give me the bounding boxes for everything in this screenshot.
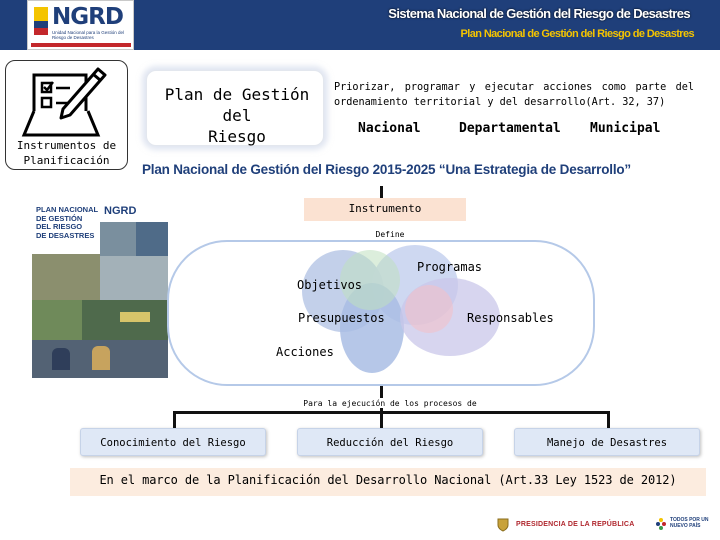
cover-title-line-1: PLAN NACIONAL xyxy=(36,205,99,214)
logo-text: NGRD xyxy=(52,4,123,30)
venn-programas: Programas xyxy=(417,260,483,274)
level-nacional: Nacional xyxy=(358,121,421,136)
header-subtitle: Plan Nacional de Gestión del Riesgo de Desastres xyxy=(460,28,694,40)
caption-line-2: Planificación xyxy=(23,154,110,167)
connector-line xyxy=(380,408,383,428)
venn-responsables: Responsables xyxy=(467,311,554,325)
connector-line xyxy=(380,386,383,398)
todos-label: TODOS POR UN NUEVO PAÍS xyxy=(670,517,709,529)
connector-line xyxy=(380,186,383,198)
cover-person-1 xyxy=(52,348,70,370)
cover-person-2 xyxy=(92,346,110,370)
define-label: Define xyxy=(375,230,405,239)
todos-logo-icon xyxy=(655,517,667,533)
instrument-label: Instrumento xyxy=(348,202,422,215)
logo-subtitle: Unidad Nacional para la Gestión del Riesgo de Desastres xyxy=(52,30,125,40)
venn-presupuestos: Presupuestos xyxy=(298,311,385,325)
cover-title xyxy=(36,206,98,240)
cover-photo-3 xyxy=(32,254,100,300)
logo-strip xyxy=(31,43,131,47)
plan-title xyxy=(146,84,328,147)
process-manejo: Manejo de Desastres xyxy=(514,428,700,456)
cover-title-line-4: DE DESASTRES xyxy=(36,230,95,240)
cover-photo-4 xyxy=(100,256,168,300)
cover-photo-2 xyxy=(136,222,168,256)
process-reduccion: Reducción del Riesgo xyxy=(297,428,483,456)
cover-logo: NGRD xyxy=(104,205,137,217)
cover-photo-1 xyxy=(100,222,136,256)
process-bracket-line xyxy=(173,411,610,414)
connector-line xyxy=(607,411,610,428)
level-departamental: Departamental xyxy=(459,121,561,136)
process-conocimiento: Conocimiento del Riesgo xyxy=(80,428,266,456)
level-municipal: Municipal xyxy=(590,121,661,136)
caption-line-1: Instrumentos de xyxy=(16,139,117,152)
presidencia-label: PRESIDENCIA DE LA REPÚBLICA xyxy=(516,521,635,528)
plan-description: Priorizar, programar y ejecutar acciones como parte del ordenamiento territorial y del desarrollo(Art. 32, 37) xyxy=(334,82,694,108)
header-title: Sistema Nacional de Gestión del Riesgo de Desastres xyxy=(388,6,690,21)
cover-title-line-2: DE GESTIÓN xyxy=(36,213,83,223)
cover-vehicle xyxy=(120,312,150,322)
cover-photo-5 xyxy=(32,300,82,340)
pnd-title: Plan Nacional de Gestión del Riesgo 2015-2025 “Una Estrategia de Desarrollo” xyxy=(142,162,631,177)
ngrd-logo xyxy=(27,0,134,50)
plan-title-line-2: Riesgo xyxy=(208,127,266,146)
para-label: Para la ejecución de los procesos de xyxy=(303,399,477,408)
venn-acciones: Acciones xyxy=(276,345,334,359)
venn-circle-pink xyxy=(405,285,453,333)
checklist-pencil-icon xyxy=(6,61,129,141)
instruments-caption xyxy=(5,138,128,168)
colombia-flag-icon xyxy=(34,7,48,35)
plan-cover-image xyxy=(32,200,168,378)
venn-objetivos: Objetivos xyxy=(297,278,363,292)
cover-title-line-3: DEL RIESGO xyxy=(36,222,83,231)
plan-title-line-1: Plan de Gestión del xyxy=(164,85,310,125)
connector-line xyxy=(173,411,176,428)
marco-text: En el marco de la Planificación del Desarrollo Nacional (Art.33 Ley 1523 de 2012) xyxy=(99,473,677,487)
presidencia-shield-icon xyxy=(497,518,509,532)
